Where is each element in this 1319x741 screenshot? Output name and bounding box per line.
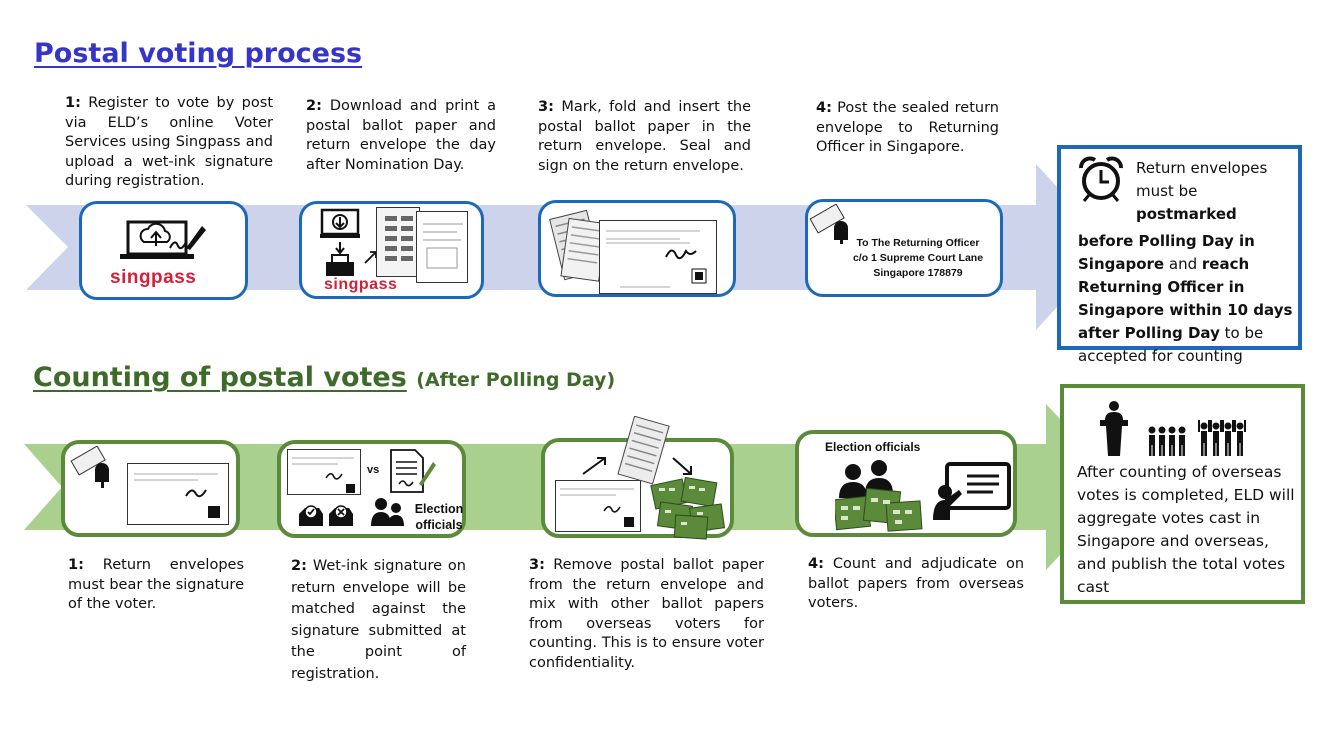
postal-step-2-text: 2: Download and print a postal ballot paper and return envelope the day after Nomination Day. (306, 98, 497, 173)
signed-envelope-image (127, 463, 229, 525)
returning-officer-address: To The Returning Officer c/o 1 Supreme Court Lane Singapore 178879 (852, 237, 984, 279)
presenter-screen-icon (933, 462, 1011, 522)
postal-step-4-text: 4: Post the sealed return envelope to Returning Officer in Singapore. (816, 100, 999, 155)
singpass-logo: singpass (324, 276, 398, 293)
aggregate-votes-text: After counting of overseas votes is completed, ELD will aggregate votes cast in Singapore and overseas, and publish the total votes cast (1077, 463, 1295, 596)
counting-step-3-box (541, 438, 734, 538)
signed-envelope-image (599, 220, 717, 294)
signature-icon (326, 474, 342, 479)
vs-label: vs (367, 464, 380, 476)
officials-icon (371, 496, 405, 528)
envelope-signature-image (287, 449, 361, 495)
postal-step-3-text: 3: Mark, fold and insert the postal ballot paper in the return envelope. Seal and sign on the return envelope. (538, 99, 751, 174)
download-print-icon (320, 208, 376, 280)
return-envelope-image (416, 211, 468, 283)
counting-step-2-text: 2: Wet-ink signature on return envelope will be matched against the signature submitted at the point of registration. (291, 558, 466, 682)
counting-title-main: Counting of postal votes (33, 362, 407, 393)
officials-counting-icon (835, 458, 931, 534)
podium-crowd-icon (1094, 400, 1274, 460)
signed-document-icon (389, 448, 437, 494)
arrow-icon (671, 456, 695, 478)
counting-step-4-box (795, 430, 1017, 537)
postal-step-1-box (79, 201, 248, 300)
laptop-upload-icon (120, 218, 210, 264)
counting-step-4-text: 4: Count and adjudicate on ballot papers from overseas voters. (808, 556, 1025, 611)
ballot-paper-image (376, 207, 420, 277)
signature-icon (186, 490, 206, 496)
counting-step-1-text: 1: Return envelopes must bear the signature of the voter. (68, 557, 245, 612)
signature-icon (666, 250, 696, 258)
postal-step-4-box (805, 199, 1003, 297)
election-officials-label: Election officials (414, 502, 464, 532)
postal-voting-title: Postal voting process (34, 38, 363, 69)
counting-step-1-box (61, 440, 240, 537)
approve-reject-icon (297, 502, 355, 528)
postal-step-1-text: 1: Register to vote by post via ELD’s online Voter Services using Singpass and upload a wet-ink signature during registration. (65, 95, 273, 189)
ballot-pile-icon (649, 476, 733, 540)
postmark-deadline-note: Return envelopes must be postmarked before Polling Day in Singapore and reach Returning Officer in Singapore within 10 days after Polling Day to be accepted for counting (1057, 145, 1302, 350)
counting-step-2-box (277, 440, 466, 538)
alarm-clock-icon (1075, 156, 1127, 202)
election-officials-label: Election officials (825, 440, 921, 454)
postal-step-3-box (538, 200, 736, 297)
mailbox-icon (69, 446, 119, 488)
aggregate-votes-note (1060, 384, 1305, 604)
counting-title (33, 362, 615, 393)
postal-step-2-box (299, 201, 484, 299)
counting-title-sub: (After Polling Day) (416, 369, 616, 391)
signature-icon (170, 242, 186, 248)
arrow-icon (581, 454, 609, 476)
singpass-logo: singpass (110, 267, 197, 288)
counting-step-3-text: 3: Remove postal ballot paper from the return envelope and mix with other ballot papers from overseas voters for counting. This is to ensure voter confidentiality. (529, 557, 765, 671)
